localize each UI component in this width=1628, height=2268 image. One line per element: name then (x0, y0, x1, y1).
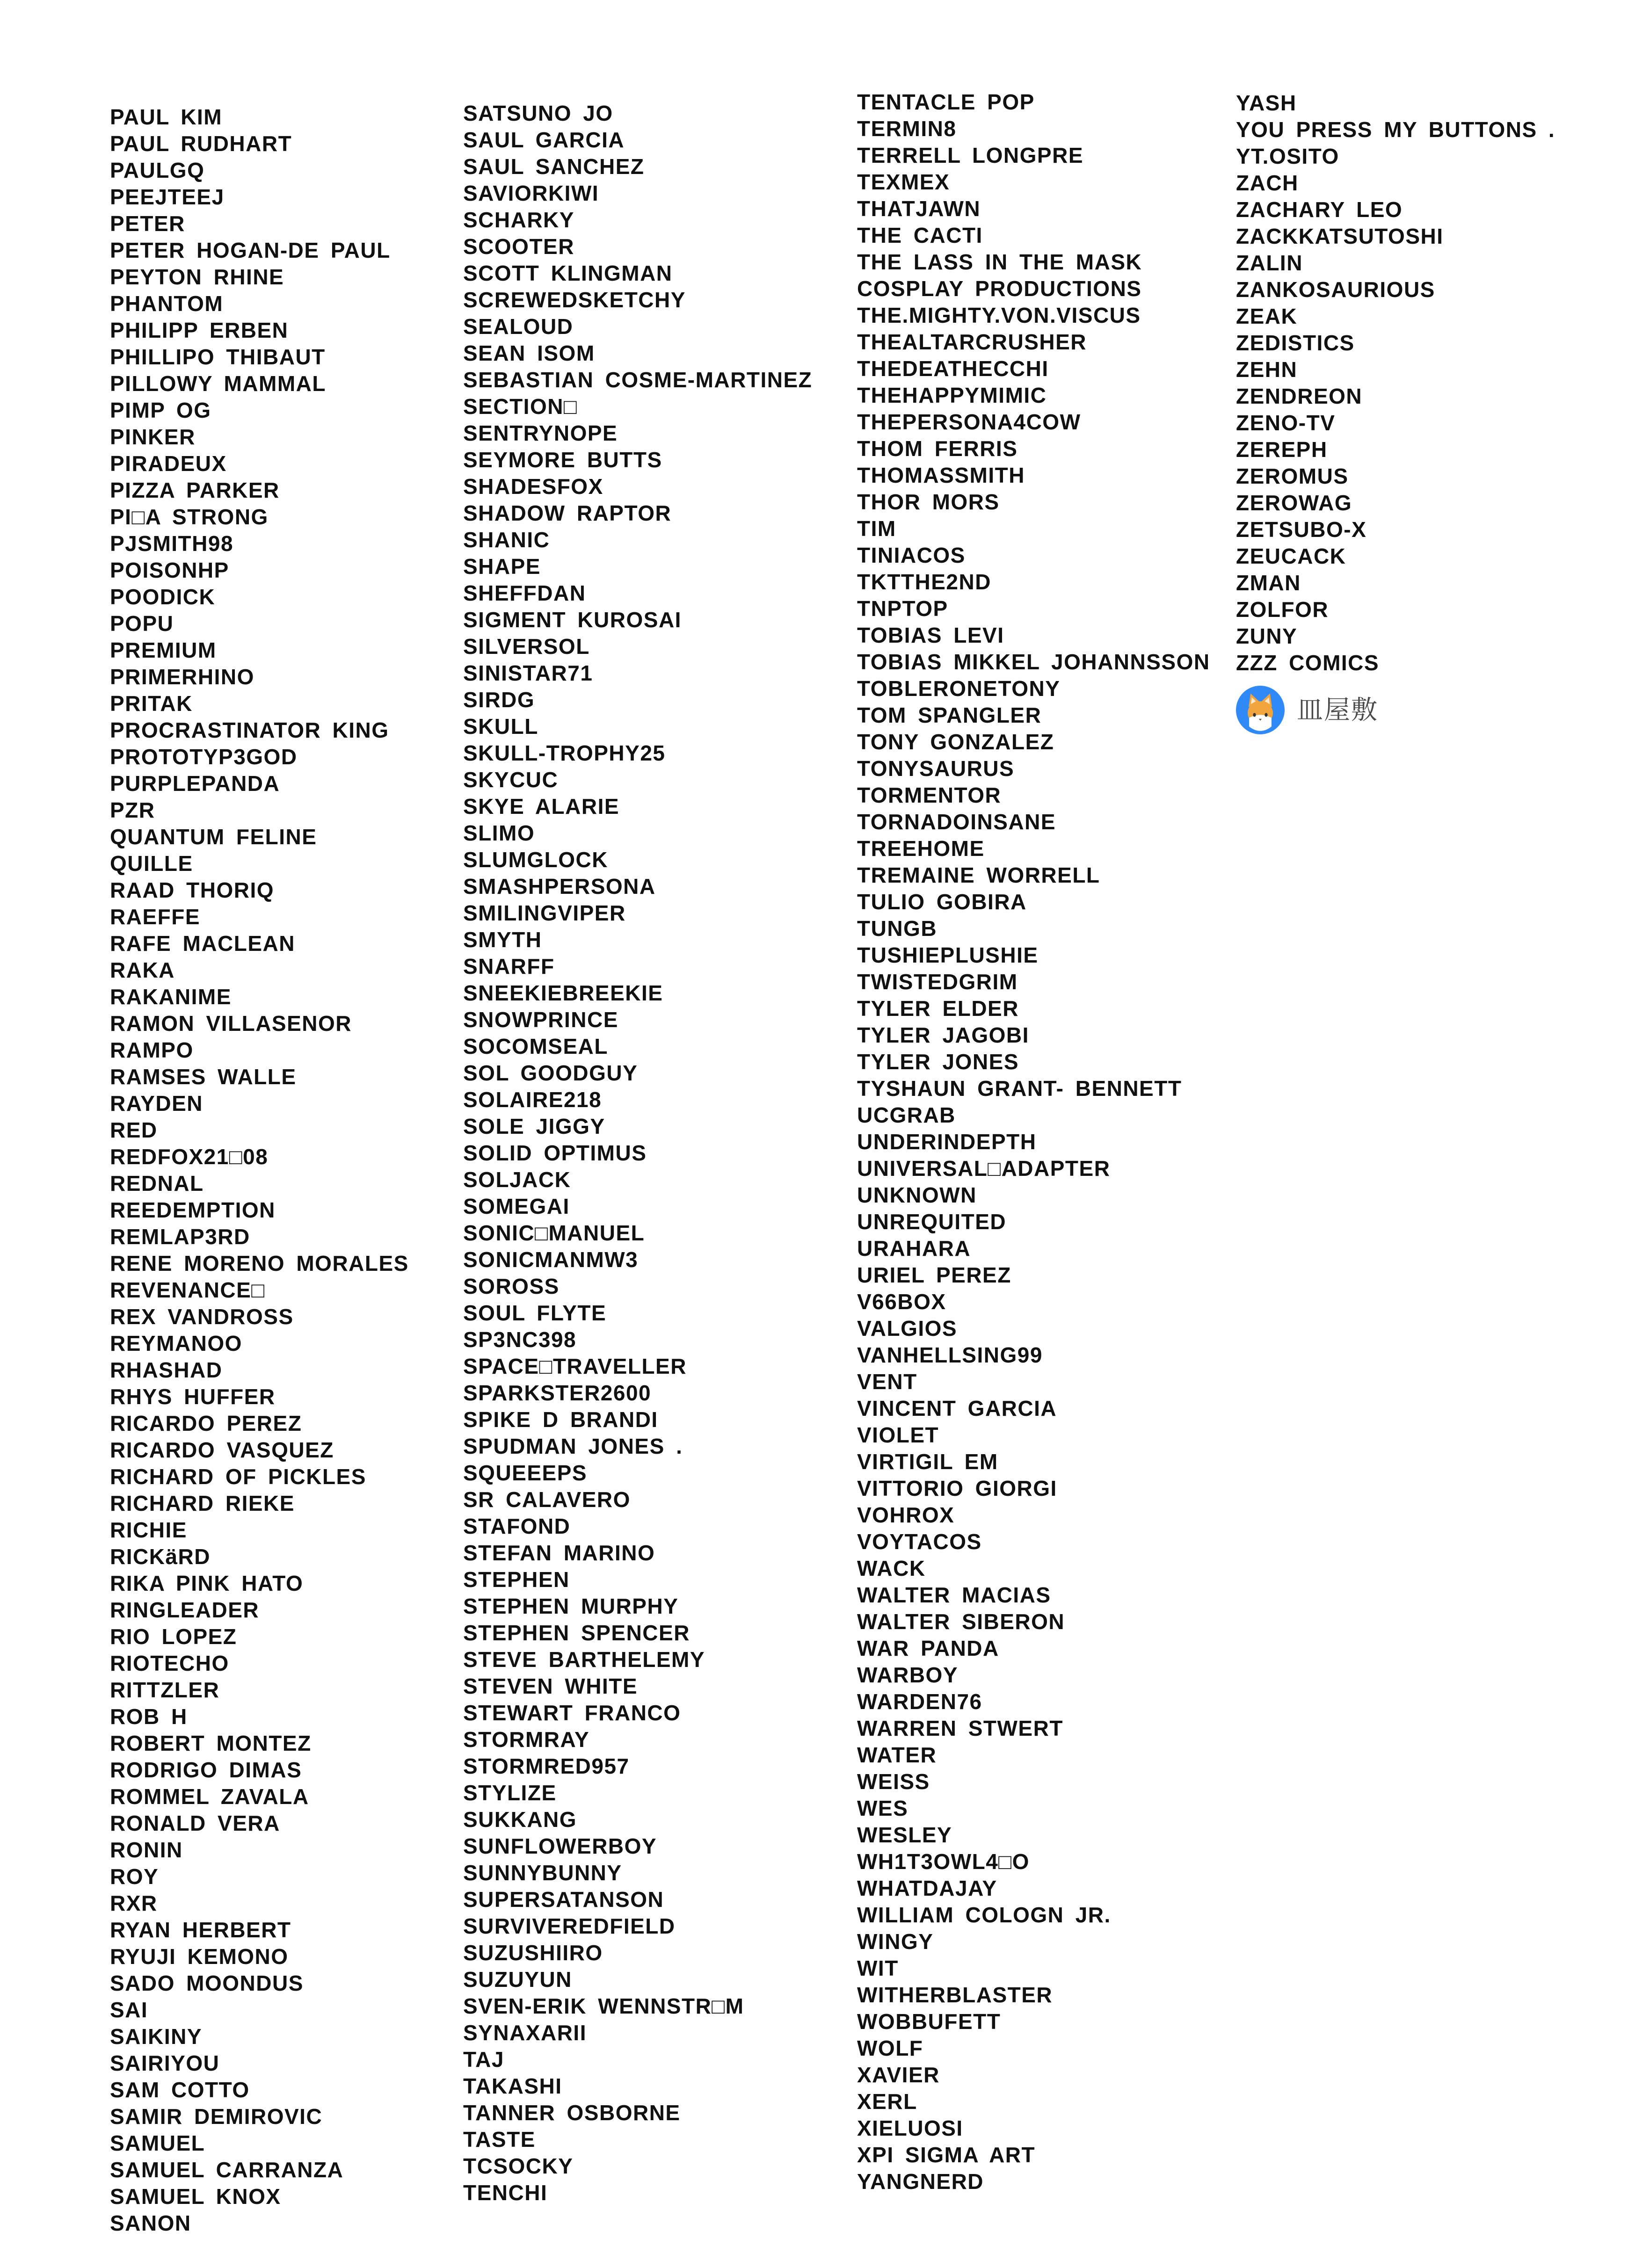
credit-entry: WITHERBLASTER (857, 1983, 1053, 2007)
credit-entry: THE.MIGHTY.VON.VISCUS (857, 303, 1141, 327)
credit-entry: UNKNOWN (857, 1183, 977, 1207)
credit-entry: RAKANIME (110, 985, 232, 1009)
credit-entry: SCHARKY (463, 208, 574, 232)
credits-column-1 (110, 104, 409, 2237)
credit-entry: SUKKANG (463, 1807, 577, 1832)
credit-entry: SOROSS (463, 1274, 560, 1298)
credit-entry: REX VANDROSS (110, 1304, 294, 1329)
credit-entry: VINCENT GARCIA (857, 1396, 1057, 1420)
credit-entry: SNEEKIEBREEKIE (463, 981, 663, 1005)
credit-entry: PRIMERHINO (110, 665, 254, 689)
credit-entry: SAUL GARCIA (463, 128, 625, 152)
credit-entry: TYLER JONES (857, 1050, 1019, 1074)
credit-entry: SONICMANMW3 (463, 1247, 639, 1272)
credit-entry: WINGY (857, 1929, 934, 1954)
credit-entry: TEXMEX (857, 170, 950, 194)
credit-entry: TKTTHE2ND (857, 570, 991, 594)
credit-entry: ZZZ COMICS (1236, 651, 1380, 675)
credit-entry: VIRTIGIL EM (857, 1449, 998, 1474)
credit-entry: SKYCUC (463, 768, 559, 792)
credit-entry: XPI SIGMA ART (857, 2143, 1036, 2167)
credit-entry: ZEHN (1236, 357, 1298, 382)
credit-entry: UNIVERSAL□ADAPTER (857, 1156, 1111, 1181)
credit-entry: SURVIVEREDFIELD (463, 1914, 676, 1938)
credit-entry: SCOTT KLINGMAN (463, 261, 673, 285)
credit-entry: SKULL-TROPHY25 (463, 741, 666, 765)
credit-entry: WARDEN76 (857, 1689, 982, 1714)
credits-column-2 (463, 100, 812, 2206)
cat-avatar-icon (1236, 686, 1285, 734)
credit-entry: WACK (857, 1556, 926, 1580)
credit-entry: XAVIER (857, 2063, 940, 2087)
credit-entry: REYMANOO (110, 1331, 242, 1355)
credit-entry: SHEFFDAN (463, 581, 586, 605)
credit-entry: ZMAN (1236, 571, 1301, 595)
credit-entry: STORMRED957 (463, 1754, 630, 1778)
credit-entry: ZEROMUS (1236, 464, 1349, 488)
credit-entry: SVEN-ERIK WENNSTR□M (463, 1994, 744, 2018)
credit-entry: POPU (110, 611, 174, 636)
credit-entry: RONIN (110, 1838, 183, 1862)
credit-entry: SPARKSTER2600 (463, 1381, 652, 1405)
credit-entry: SILVERSOL (463, 634, 590, 659)
credit-entry: RHASHAD (110, 1358, 223, 1382)
credit-entry: ZEAK (1236, 304, 1298, 328)
credit-entry: ZALIN (1236, 251, 1303, 275)
credit-entry: SKYE ALARIE (463, 794, 620, 819)
credit-entry: STAFOND (463, 1514, 571, 1538)
credit-entry: QUANTUM FELINE (110, 825, 317, 849)
credit-entry: SKULL (463, 714, 538, 739)
credit-entry: TONYSAURUS (857, 756, 1015, 781)
credit-entry: SCOOTER (463, 234, 574, 259)
credit-entry: TORMENTOR (857, 783, 1002, 807)
credit-entry: WAR PANDA (857, 1636, 999, 1660)
credit-entry: TERRELL LONGPRE (857, 143, 1084, 167)
credit-entry: SEYMORE BUTTS (463, 448, 662, 472)
credit-entry: THATJAWN (857, 196, 981, 221)
credit-entry: STEPHEN SPENCER (463, 1621, 690, 1645)
credit-entry: ROBERT MONTEZ (110, 1731, 312, 1755)
credit-entry: THOMASSMITH (857, 463, 1025, 487)
credit-entry: SOLE JIGGY (463, 1114, 605, 1138)
credit-entry: THEALTARCRUSHER (857, 330, 1087, 354)
credit-entry: REDFOX21□08 (110, 1145, 269, 1169)
credit-entry: PROCRASTINATOR KING (110, 718, 389, 742)
credit-entry: WATER (857, 1743, 937, 1767)
credit-entry: RXR (110, 1891, 158, 1915)
credit-entry: SATSUNO JO (463, 101, 613, 125)
credit-entry: PETER HOGAN-DE PAUL (110, 238, 391, 262)
credit-entry: ZENDREON (1236, 384, 1363, 408)
credit-entry: PREMIUM (110, 638, 217, 662)
credit-entry: RAAD THORIQ (110, 878, 275, 902)
credit-entry: TOBIAS LEVI (857, 623, 1004, 647)
credit-entry: SUZUYUN (463, 1967, 572, 1992)
credit-entry: SYNAXARII (463, 2021, 587, 2045)
credit-entry: TYLER ELDER (857, 996, 1019, 1021)
credit-entry: RED (110, 1118, 158, 1142)
credit-entry: WESLEY (857, 1823, 952, 1847)
credit-entry: RAYDEN (110, 1091, 204, 1116)
credit-entry: SOMEGAI (463, 1194, 570, 1218)
credit-entry: ZANKOSAURIOUS (1236, 277, 1435, 302)
credit-entry: RICKäRD (110, 1544, 211, 1569)
credit-entry: TORNADOINSANE (857, 810, 1056, 834)
credit-entry: RICHARD RIEKE (110, 1491, 295, 1515)
credit-entry: SOLID OPTIMUS (463, 1141, 647, 1165)
credit-entry: URIEL PEREZ (857, 1263, 1011, 1287)
credit-entry: RAEFFE (110, 905, 200, 929)
credit-entry: RYUJI KEMONO (110, 1944, 289, 1969)
credit-entry: THOR MORS (857, 490, 1000, 514)
credit-entry: COSPLAY PRODUCTIONS (857, 276, 1142, 301)
credit-entry: TULIO GOBIRA (857, 890, 1027, 914)
credit-entry: SECTION□ (463, 394, 578, 419)
credit-entry: SLIMO (463, 821, 535, 845)
credit-entry: SQUEEEPS (463, 1461, 588, 1485)
credit-entry: RAMSES WALLE (110, 1065, 297, 1089)
credit-entry: SLUMGLOCK (463, 848, 608, 872)
credit-entry: WHATDAJAY (857, 1876, 997, 1900)
credit-entry: STEFAN MARINO (463, 1541, 655, 1565)
credit-entry: SAMUEL (110, 2131, 205, 2155)
credit-entry: REDNAL (110, 1171, 204, 1196)
credit-entry: SAMUEL KNOX (110, 2184, 281, 2209)
credit-entry: VENT (857, 1369, 917, 1394)
credit-entry: WEISS (857, 1769, 930, 1794)
credit-entry: VITTORIO GIORGI (857, 1476, 1057, 1500)
credit-entry: SAIRIYOU (110, 2051, 220, 2075)
credit-entry: ZEREPH (1236, 437, 1328, 462)
credit-entry: PIRADEUX (110, 451, 227, 476)
credit-entry: SMYTH (463, 927, 542, 952)
credit-entry: SHANIC (463, 528, 550, 552)
credit-entry: SCREWEDSKETCHY (463, 288, 686, 312)
credit-entry: PZR (110, 798, 155, 822)
credit-entry: ZACKKATSUTOSHI (1236, 224, 1444, 248)
credit-entry: PAUL RUDHART (110, 131, 292, 156)
credit-entry: RAMON VILLASENOR (110, 1011, 352, 1036)
credit-entry: XIELUOSI (857, 2116, 963, 2140)
credit-entry: PEEJTEEJ (110, 185, 225, 209)
credit-entry: TINIACOS (857, 543, 966, 567)
credit-entry: SONIC□MANUEL (463, 1221, 645, 1245)
credit-entry: VANHELLSING99 (857, 1343, 1043, 1367)
credit-entry: WOBBUFETT (857, 2009, 1001, 2034)
credit-entry: SP3NC398 (463, 1327, 577, 1352)
credit-entry: WOLF (857, 2036, 923, 2060)
credit-entry: SPACE□TRAVELLER (463, 1354, 687, 1378)
credit-entry: V66BOX (857, 1290, 946, 1314)
credit-entry: SHAPE (463, 554, 541, 579)
credit-entry: TCSOCKY (463, 2154, 574, 2178)
credit-entry: VALGIOS (857, 1316, 958, 1341)
credit-entry: VIOLET (857, 1423, 939, 1447)
credit-entry: SPUDMAN JONES . (463, 1434, 683, 1458)
credit-entry: REMLAP3RD (110, 1225, 250, 1249)
credit-entry: WARREN STWERT (857, 1716, 1063, 1740)
credit-entry: WALTER MACIAS (857, 1583, 1051, 1607)
credit-entry: TNPTOP (857, 596, 948, 621)
credit-entry: ROMMEL ZAVALA (110, 1784, 309, 1809)
credit-entry: SAVIORKIWI (463, 181, 599, 205)
credit-entry: SUNNYBUNNY (463, 1861, 622, 1885)
credit-entry: WIT (857, 1956, 899, 1980)
credit-entry: ZOLFOR (1236, 597, 1329, 622)
credit-entry: THEDEATHECCHI (857, 356, 1049, 381)
credit-entry: RONALD VERA (110, 1811, 280, 1835)
credit-entry: TIM (857, 516, 896, 541)
credit-entry: TAKASHI (463, 2074, 562, 2098)
credit-entry: PIZZA PARKER (110, 478, 280, 502)
credit-entry: ZETSUBO-X (1236, 517, 1367, 542)
credit-entry: POISONHP (110, 558, 229, 582)
credit-entry: SANON (110, 2211, 191, 2235)
credit-entry: ZACHARY LEO (1236, 197, 1403, 222)
credit-entry: SEAN ISOM (463, 341, 595, 365)
credit-entry: RHYS HUFFER (110, 1384, 276, 1409)
credit-entry: ZACH (1236, 171, 1299, 195)
credit-entry: ZEUCACK (1236, 544, 1346, 568)
credit-entry: TWISTEDGRIM (857, 970, 1018, 994)
credit-entry: PIMP OG (110, 398, 211, 422)
credit-entry: TUSHIEPLUSHIE (857, 943, 1039, 967)
credit-entry: ZUNY (1236, 624, 1298, 648)
credit-entry: ZEDISTICS (1236, 331, 1355, 355)
credit-entry: STEPHEN (463, 1567, 570, 1592)
credit-entry: PAUL KIM (110, 105, 223, 129)
credit-entry: PAULGQ (110, 158, 205, 182)
credit-entry: XERL (857, 2089, 917, 2114)
credit-entry: SHADOW RAPTOR (463, 501, 672, 525)
credit-entry: YT.OSITO (1236, 144, 1339, 168)
credit-entry: PRITAK (110, 691, 193, 716)
credit-entry: TONY GONZALEZ (857, 730, 1054, 754)
credit-entry: PEYTON RHINE (110, 265, 284, 289)
credit-entry: SUNFLOWERBOY (463, 1834, 657, 1858)
credit-entry: PI□A STRONG (110, 505, 269, 529)
credits-column-4-list (1236, 90, 1555, 676)
credit-entry: YANGNERD (857, 2169, 984, 2194)
credit-entry: WILLIAM COLOGN JR. (857, 1903, 1111, 1927)
credit-entry: RAKA (110, 958, 175, 982)
credit-entry: SEALOUD (463, 314, 574, 339)
credit-entry: SOUL FLYTE (463, 1301, 607, 1325)
publisher-name: 皿屋敷 (1297, 695, 1378, 725)
credit-entry: UNREQUITED (857, 1210, 1007, 1234)
credit-entry: SENTRYNOPE (463, 421, 618, 445)
credit-entry: VOYTACOS (857, 1529, 982, 1554)
credit-entry: PETER (110, 211, 185, 236)
credit-entry: RYAN HERBERT (110, 1918, 291, 1942)
credit-entry: SUZUSHIIRO (463, 1941, 603, 1965)
credit-entry: THE LASS IN THE MASK (857, 250, 1142, 274)
credit-entry: SOLAIRE218 (463, 1087, 602, 1112)
credit-entry: PHANTOM (110, 291, 224, 316)
credit-entry: RITTZLER (110, 1678, 220, 1702)
credit-entry: RIKA PINK HATO (110, 1571, 304, 1595)
credit-entry: ROB H (110, 1704, 188, 1729)
credit-entry: YOU PRESS MY BUTTONS . (1236, 117, 1555, 142)
credit-entry: PROTOTYP3GOD (110, 745, 298, 769)
credit-entry: SIGMENT KUROSAI (463, 608, 682, 632)
credit-entry: SOLJACK (463, 1167, 571, 1192)
credit-entry: SAIKINY (110, 2024, 203, 2049)
credit-entry: SR CALAVERO (463, 1487, 631, 1512)
credit-entry: ROY (110, 1864, 159, 1889)
credit-entry: RINGLEADER (110, 1598, 260, 1622)
credit-entry: PJSMITH98 (110, 531, 234, 556)
credit-entry: STEVEN WHITE (463, 1674, 638, 1698)
credit-entry: SMILINGVIPER (463, 901, 626, 925)
credit-entry: SHADESFOX (463, 474, 603, 499)
credit-entry: URAHARA (857, 1236, 971, 1261)
credit-entry: RIO LOPEZ (110, 1624, 237, 1649)
publisher-logo (1236, 686, 1555, 734)
credit-entry: RICARDO PEREZ (110, 1411, 302, 1435)
credit-entry: PURPLEPANDA (110, 771, 280, 796)
credit-entry: WARBOY (857, 1663, 958, 1687)
credit-entry: TOBIAS MIKKEL JOHANNSSON (857, 650, 1210, 674)
credit-entry: SNARFF (463, 954, 555, 978)
credit-entry: TENCHI (463, 2181, 548, 2205)
credit-entry: SPIKE D BRANDI (463, 1407, 658, 1432)
credit-entry: ZEROWAG (1236, 491, 1352, 515)
credit-entry: TAJ (463, 2047, 504, 2072)
credit-entry: TANNER OSBORNE (463, 2101, 681, 2125)
credit-entry: THOM FERRIS (857, 436, 1018, 461)
credit-entry: REVENANCE□ (110, 1278, 265, 1302)
credit-entry: STEPHEN MURPHY (463, 1594, 679, 1618)
credit-entry: TREEHOME (857, 836, 985, 861)
credit-entry: PHILIPP ERBEN (110, 318, 289, 342)
credit-entry: YASH (1236, 91, 1297, 115)
credit-entry: SAMUEL CARRANZA (110, 2158, 344, 2182)
credit-entry: SOCOMSEAL (463, 1034, 608, 1058)
credit-entry: SUPERSATANSON (463, 1887, 664, 1912)
credit-entry: TERMIN8 (857, 116, 957, 141)
credit-entry: POODICK (110, 585, 216, 609)
credit-entry: STEVE BARTHELEMY (463, 1647, 705, 1672)
credit-entry: WALTER SIBERON (857, 1609, 1065, 1634)
credit-entry: UCGRAB (857, 1103, 956, 1127)
credit-entry: STEWART FRANCO (463, 1701, 681, 1725)
credit-entry: RENE MORENO MORALES (110, 1251, 409, 1275)
credit-entry: THEHAPPYMIMIC (857, 383, 1047, 407)
credit-entry: PILLOWY MAMMAL (110, 371, 326, 396)
credit-entry: ZENO-TV (1236, 411, 1336, 435)
credit-entry: SAI (110, 1998, 148, 2022)
credit-entry: THEPERSONA4COW (857, 410, 1081, 434)
credit-entry: SADO MOONDUS (110, 1971, 304, 1995)
credit-entry: STORMRAY (463, 1727, 590, 1752)
credit-entry: STYLIZE (463, 1781, 557, 1805)
credit-entry: SNOWPRINCE (463, 1007, 618, 1032)
credit-entry: RAMPO (110, 1038, 194, 1062)
credit-entry: RODRIGO DIMAS (110, 1758, 302, 1782)
credit-entry: WH1T3OWL4□O (857, 1849, 1030, 1874)
credit-entry: REEDEMPTION (110, 1198, 276, 1222)
credit-entry: TUNGB (857, 916, 938, 941)
credit-entry: VOHROX (857, 1503, 955, 1527)
credit-entry: QUILLE (110, 851, 193, 876)
credit-entry: UNDERINDEPTH (857, 1130, 1037, 1154)
credit-entry: SINISTAR71 (463, 661, 593, 685)
credit-entry: RICARDO VASQUEZ (110, 1438, 334, 1462)
credit-entry: SAUL SANCHEZ (463, 154, 645, 179)
credit-entry: PINKER (110, 425, 196, 449)
credit-entry: SAM COTTO (110, 2078, 250, 2102)
credit-entry: RICHIE (110, 1518, 187, 1542)
credit-entry: TOBLERONETONY (857, 676, 1061, 701)
credits-column-3 (857, 89, 1210, 2195)
credit-entry: TOM SPANGLER (857, 703, 1042, 727)
credit-entry: SOL GOODGUY (463, 1061, 638, 1085)
credit-entry: SMASHPERSONA (463, 874, 656, 899)
credit-entry: TYSHAUN GRANT- BENNETT (857, 1076, 1182, 1101)
credit-entry: SIRDG (463, 688, 535, 712)
credit-entry: RAFE MACLEAN (110, 931, 295, 956)
credit-entry: SAMIR DEMIROVIC (110, 2104, 323, 2129)
credit-entry: TASTE (463, 2127, 536, 2152)
credit-entry: THE CACTI (857, 223, 983, 247)
credit-entry: WES (857, 1796, 908, 1820)
credit-entry: SEBASTIAN COSME-MARTINEZ (463, 368, 813, 392)
credit-entry: RIOTECHO (110, 1651, 229, 1675)
credit-entry: TREMAINE WORRELL (857, 863, 1100, 887)
credit-entry: RICHARD OF PICKLES (110, 1464, 366, 1489)
credit-entry: PHILLIPO THIBAUT (110, 345, 326, 369)
credit-entry: TENTACLE POP (857, 90, 1035, 114)
credits-column-4 (1236, 90, 1555, 734)
credit-entry: TYLER JAGOBI (857, 1023, 1029, 1047)
